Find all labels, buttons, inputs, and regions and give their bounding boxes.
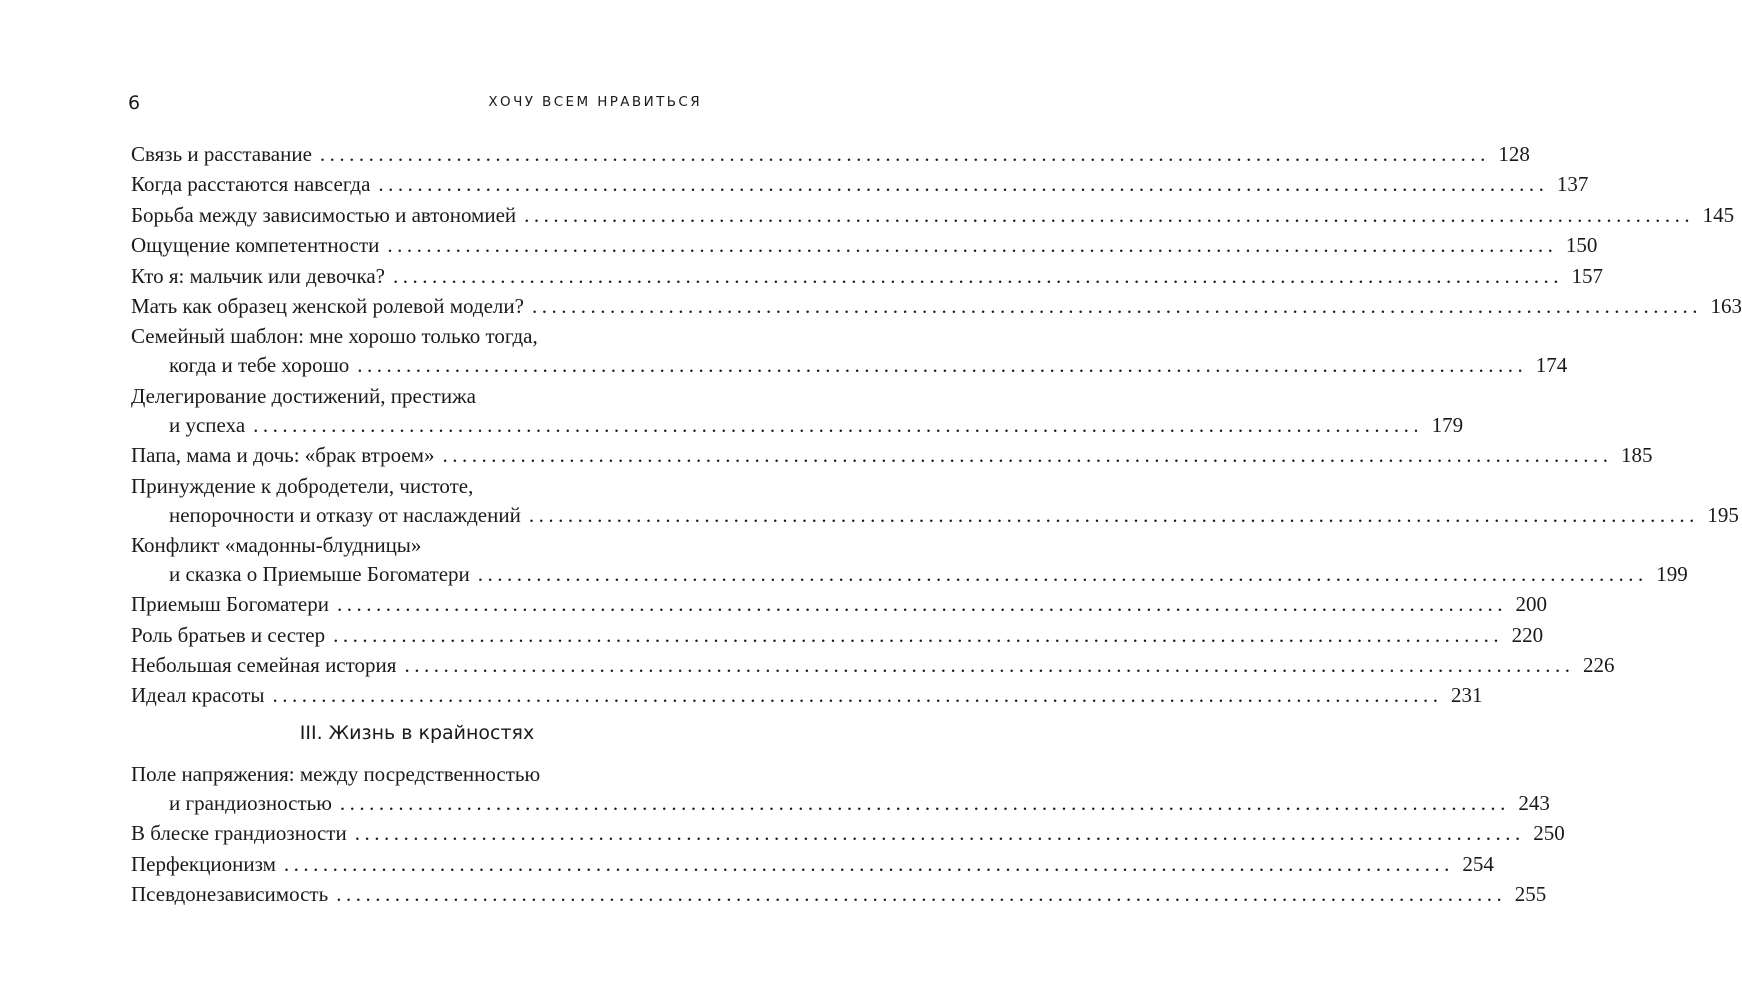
toc-entry-page: 185 bbox=[1620, 443, 1653, 468]
toc-entry-title: Приемыш Богоматери bbox=[131, 592, 329, 617]
toc-entry bbox=[131, 441, 1653, 470]
toc-entry-page: 255 bbox=[1514, 882, 1547, 907]
toc-entry bbox=[131, 322, 1568, 380]
toc-entry-line bbox=[131, 789, 1550, 818]
toc-entry-page: 174 bbox=[1535, 353, 1568, 378]
toc-entry-line bbox=[131, 880, 1547, 909]
toc-entry-page: 220 bbox=[1511, 622, 1544, 647]
toc-entry bbox=[131, 201, 1735, 230]
toc-entry bbox=[131, 531, 1688, 589]
toc-entry-line bbox=[131, 531, 703, 560]
dot-leader: ........................................................................................................................ bbox=[333, 622, 1504, 647]
toc-entry-title: Небольшая семейная история bbox=[131, 653, 397, 678]
toc-entry-line bbox=[131, 560, 1688, 589]
toc-entry-line bbox=[131, 292, 1742, 321]
section-heading: III. Жизнь в крайностях bbox=[299, 722, 535, 744]
dot-leader: ........................................................................................................................ bbox=[387, 233, 1558, 258]
toc-entry-line bbox=[131, 651, 1615, 680]
toc-entry bbox=[131, 292, 1742, 321]
toc-entry-page: 226 bbox=[1582, 653, 1615, 678]
toc-entry bbox=[131, 681, 1483, 710]
toc-entry-title: Папа, мама и дочь: «брак втроем» bbox=[131, 443, 435, 468]
toc-entry bbox=[131, 170, 1589, 199]
toc-entry-title: Принуждение к добродетели, чистоте, bbox=[131, 473, 474, 498]
dot-leader: ........................................................................................................................ bbox=[404, 653, 1575, 678]
toc-entry-title: Роль братьев и сестер bbox=[131, 622, 326, 647]
toc-entry bbox=[131, 382, 1464, 440]
dot-leader: ........................................................................................................................ bbox=[357, 353, 1528, 378]
toc-entry bbox=[131, 850, 1494, 879]
toc-entry bbox=[131, 590, 1547, 619]
toc-list bbox=[131, 140, 1742, 712]
toc-entry-title: и успеха bbox=[169, 412, 246, 437]
dot-leader: ........................................................................................................................ bbox=[442, 443, 1613, 468]
toc-entry-title: Когда расстаются навсегда bbox=[131, 172, 371, 197]
toc-entry-line bbox=[131, 621, 1544, 650]
dot-leader: ........................................................................................................................ bbox=[283, 851, 1454, 876]
dot-leader: ........................................................................................................................ bbox=[524, 202, 1695, 227]
toc-entry-title: В блеске грандиозности bbox=[131, 821, 347, 846]
toc-entry bbox=[131, 760, 1550, 818]
dot-leader: ........................................................................................................................ bbox=[253, 412, 1424, 437]
toc-entry-line bbox=[131, 472, 703, 501]
toc-entry-line bbox=[131, 760, 703, 789]
toc-entry-title: Мать как образец женской ролевой модели? bbox=[131, 293, 524, 318]
dot-leader: ........................................................................................................................ bbox=[393, 263, 1563, 288]
toc-entry-page: 200 bbox=[1515, 592, 1547, 617]
toc-entry-title: Делегирование достижений, престижа bbox=[131, 383, 476, 408]
dot-leader: ........................................................................................................................ bbox=[378, 172, 1549, 197]
toc-entry-page: 157 bbox=[1571, 263, 1603, 288]
toc-entry-page: 145 bbox=[1702, 202, 1735, 227]
toc-entry-line bbox=[131, 170, 1589, 199]
toc-entry-title: Поле напряжения: между посредственностью bbox=[131, 762, 541, 786]
toc-entry bbox=[131, 621, 1544, 650]
toc-entry-title: и сказка о Приемыше Богоматери bbox=[169, 561, 470, 586]
toc-entry-title: Конфликт «мадонны-блудницы» bbox=[131, 532, 422, 557]
toc-entry-line bbox=[131, 819, 1565, 848]
toc-entry-title: Борьба между зависимостью и автономией bbox=[131, 202, 517, 227]
toc-entry-title: Семейный шаблон: мне хорошо только тогда, bbox=[131, 324, 538, 349]
toc-entry-page: 150 bbox=[1565, 233, 1598, 258]
toc-entry-page: 163 bbox=[1710, 293, 1742, 318]
dot-leader: ........................................................................................................................ bbox=[272, 683, 1443, 708]
toc-entry-title: Псевдонезависимость bbox=[131, 882, 329, 907]
dot-leader: ........................................................................................................................ bbox=[354, 821, 1525, 846]
toc-entry-title: Ощущение компетентности bbox=[131, 233, 380, 258]
toc-entry-page: 137 bbox=[1556, 172, 1589, 197]
toc-entry-line bbox=[131, 411, 1464, 440]
page-number: 6 bbox=[128, 92, 141, 114]
toc-entry-line bbox=[131, 231, 1598, 260]
running-title: ХОЧУ ВСЕМ НРАВИТЬСЯ bbox=[488, 94, 702, 110]
toc-entry-title: когда и тебе хорошо bbox=[169, 353, 350, 378]
toc-entry-page: 195 bbox=[1707, 502, 1739, 527]
toc-entry-line bbox=[131, 382, 703, 411]
toc-entry-page: 231 bbox=[1451, 683, 1483, 708]
toc-entry-line bbox=[131, 351, 1568, 380]
toc-entry-title: и грандиозностью bbox=[169, 791, 332, 815]
dot-leader: ........................................................................................................................ bbox=[336, 882, 1507, 907]
toc-entry-line bbox=[131, 590, 1547, 619]
toc-entry-line bbox=[131, 850, 1494, 879]
toc-entry-line bbox=[131, 322, 703, 351]
toc-entry-line bbox=[131, 501, 1739, 530]
dot-leader: ........................................................................................................................ bbox=[531, 293, 1702, 318]
toc-entry bbox=[131, 262, 1603, 291]
toc-entry bbox=[131, 231, 1598, 260]
toc-entry bbox=[131, 819, 1565, 848]
toc-entry-page: 243 bbox=[1518, 791, 1550, 815]
toc-entry-page: 199 bbox=[1656, 561, 1688, 586]
toc-entry-line bbox=[131, 201, 1735, 230]
dot-leader: ........................................................................................................................ bbox=[319, 142, 1490, 166]
toc-entry bbox=[131, 472, 1739, 530]
toc-entry-title: Перфекционизм bbox=[131, 851, 276, 876]
toc-entry-title: Связь и расставание bbox=[131, 142, 312, 166]
toc-entry-line bbox=[131, 681, 1483, 710]
dot-leader: ........................................................................................................................ bbox=[477, 561, 1648, 586]
dot-leader: ........................................................................................................................ bbox=[339, 791, 1510, 815]
toc-entry-title: Идеал красоты bbox=[131, 683, 265, 708]
toc-entry-page: 250 bbox=[1533, 821, 1565, 846]
toc-entry-title: Кто я: мальчик или девочка? bbox=[131, 263, 385, 288]
toc-entry bbox=[131, 880, 1547, 909]
toc-entry-line bbox=[131, 140, 1530, 169]
dot-leader: ........................................................................................................................ bbox=[528, 502, 1699, 527]
toc-entry-line bbox=[131, 441, 1653, 470]
toc-entry-page: 128 bbox=[1498, 142, 1530, 166]
toc-entry-line bbox=[131, 262, 1603, 291]
toc-entry bbox=[131, 651, 1615, 680]
toc-list bbox=[131, 760, 1565, 911]
dot-leader: ........................................................................................................................ bbox=[336, 592, 1507, 617]
toc-entry bbox=[131, 140, 1530, 169]
toc-entry-page: 179 bbox=[1431, 412, 1464, 437]
toc-entry-page: 254 bbox=[1462, 851, 1494, 876]
toc-entry-title: непорочности и отказу от наслаждений bbox=[169, 502, 521, 527]
